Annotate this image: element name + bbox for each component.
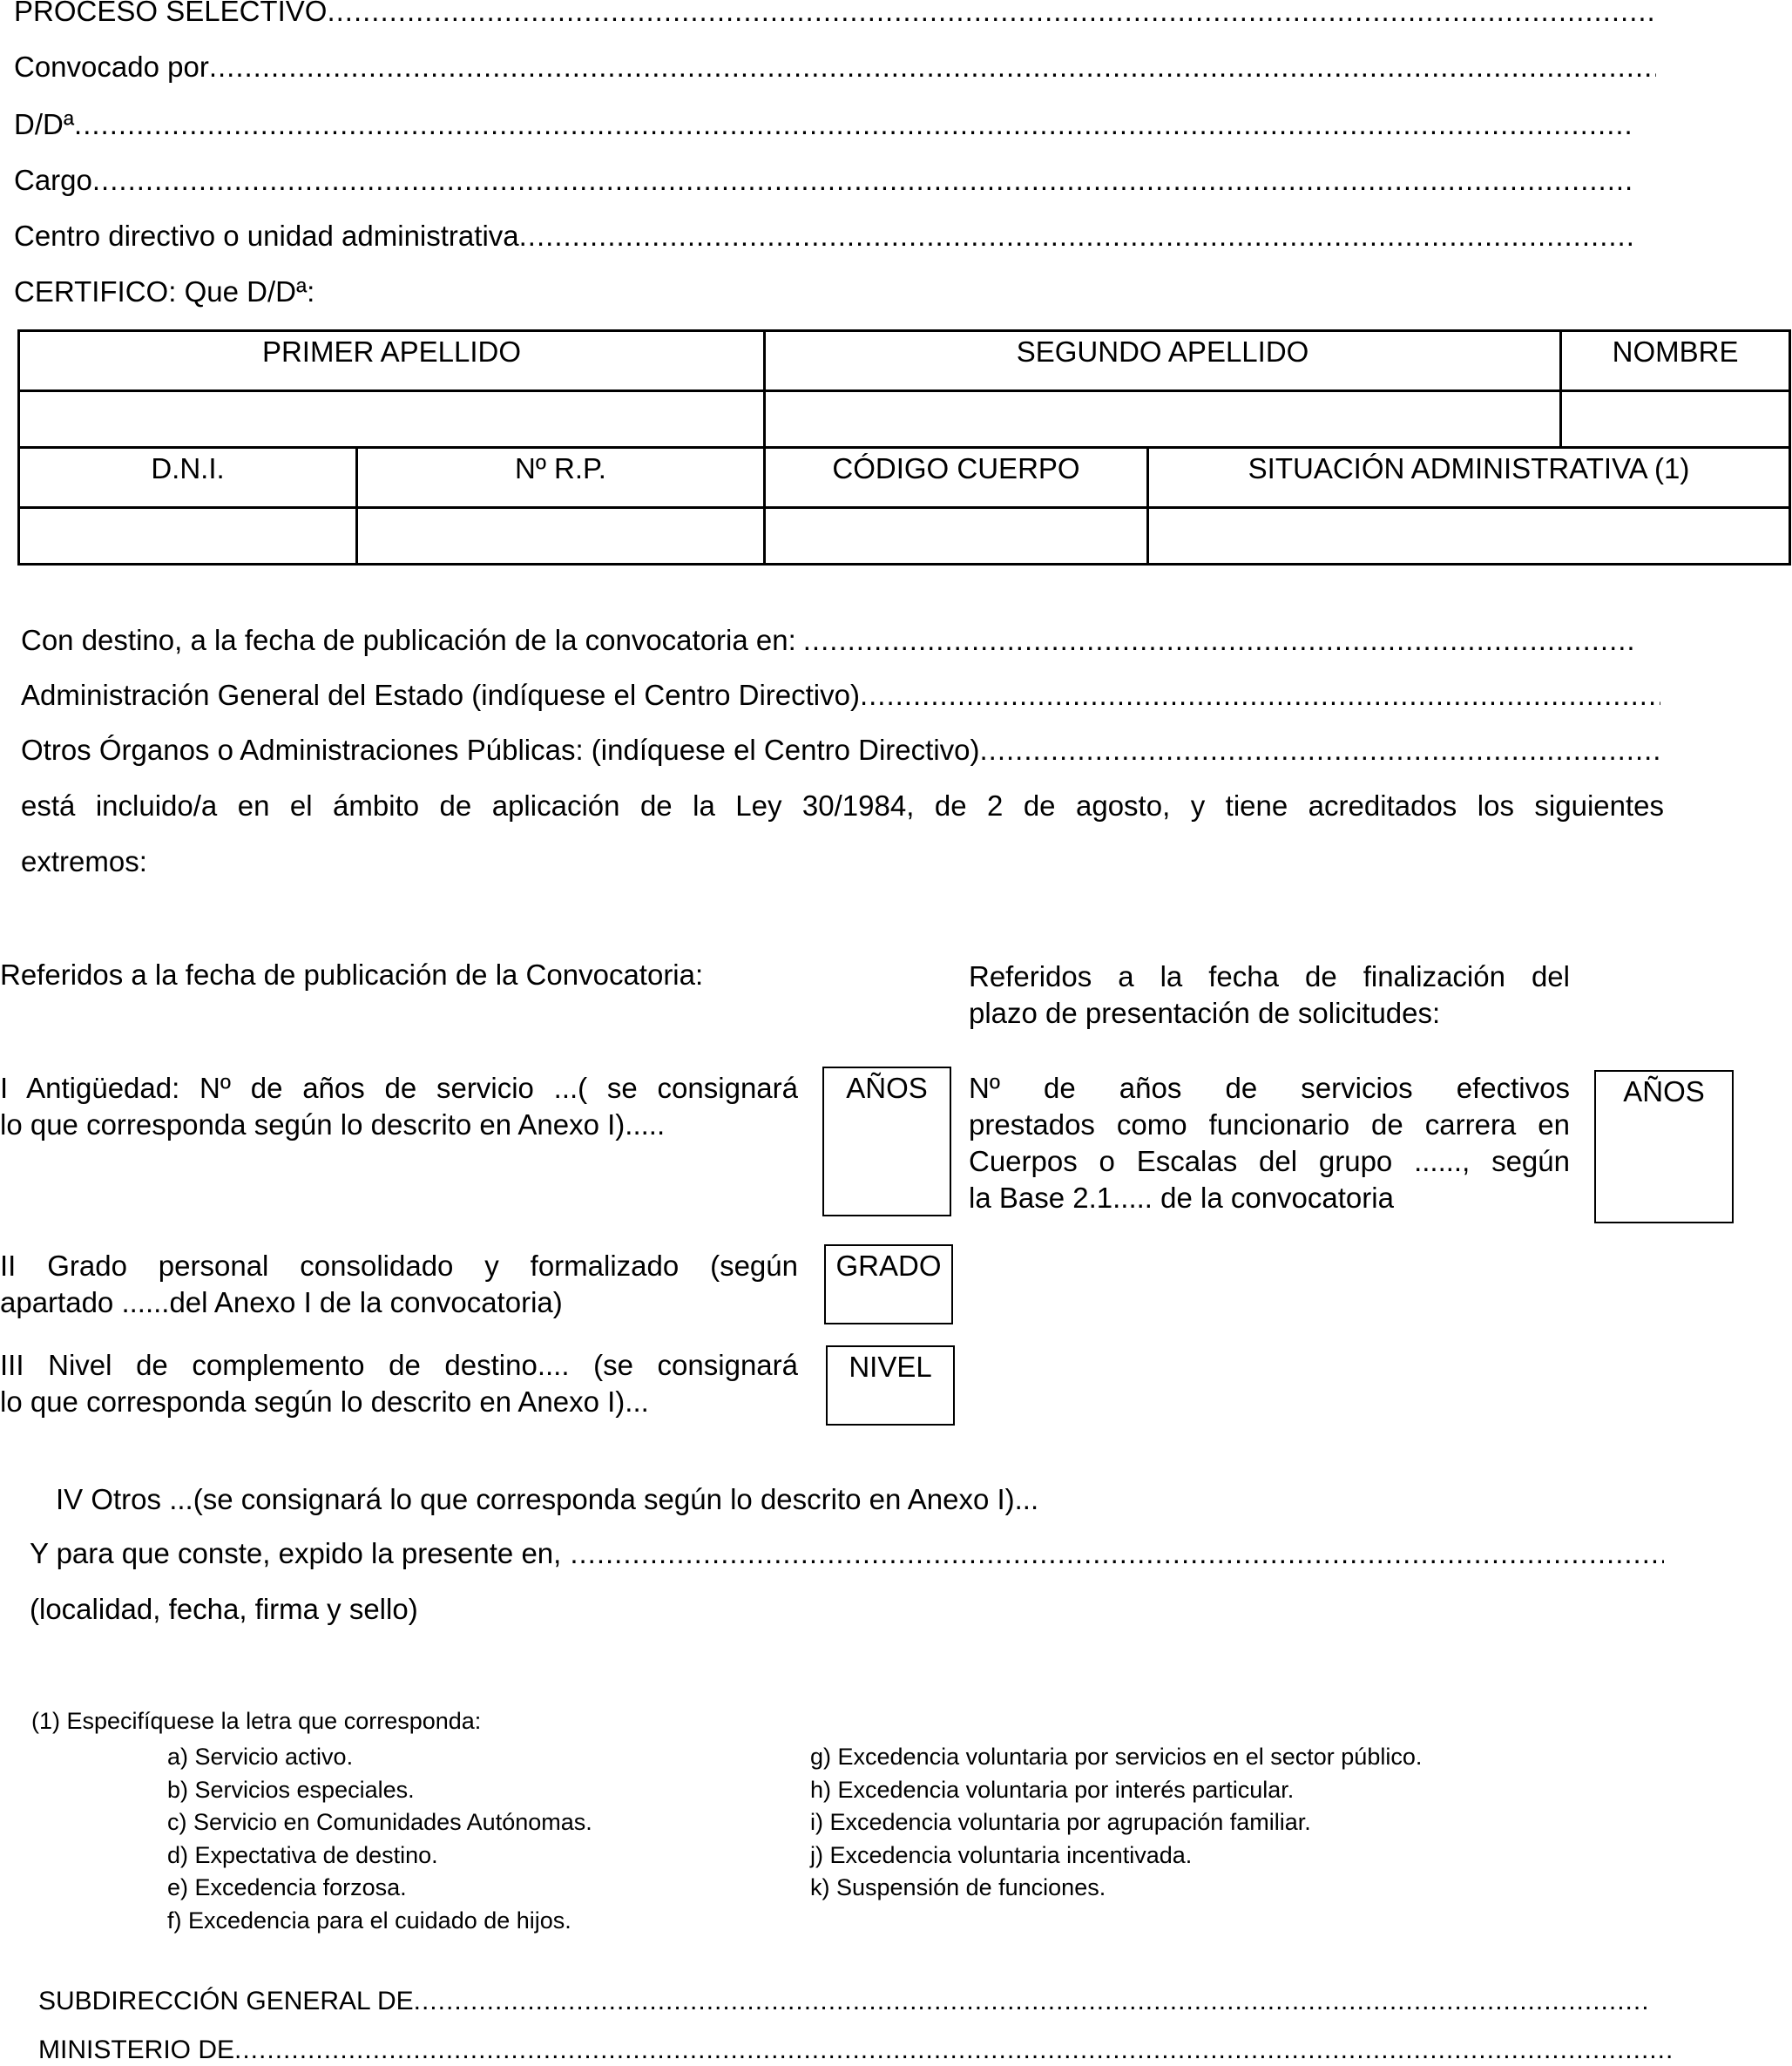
field-otros-organos[interactable] (21, 734, 1660, 767)
item-text: Nº de años de servicios efectivos (969, 1072, 1570, 1104)
fill-line[interactable] (980, 734, 1661, 767)
header-segundo-apellido: SEGUNDO APELLIDO (765, 331, 1561, 391)
box-grado[interactable] (824, 1244, 953, 1324)
input-nombre[interactable] (1561, 391, 1790, 448)
statement-line-1: está incluido/a en el ámbito de aplicación de la Ley 30/1984, de 2 de agosto, y tiene acreditados los siguientes (21, 789, 1664, 822)
input-situacion-administrativa[interactable] (1148, 508, 1790, 565)
field-expido-en[interactable] (30, 1537, 1664, 1570)
footnote-title: (1) Especifíquese la letra que corresponda: (31, 1708, 482, 1734)
footnote-item: h) Excedencia voluntaria por interés particular. (810, 1776, 1295, 1803)
box-label: GRADO (835, 1250, 942, 1282)
field-age[interactable] (21, 679, 1660, 712)
item-grado (0, 1248, 798, 1321)
firma-note: (localidad, fecha, firma y sello) (30, 1593, 418, 1625)
header-primer-apellido: PRIMER APELLIDO (19, 331, 765, 391)
footnote-item: i) Excedencia voluntaria por agrupación familiar. (810, 1809, 1311, 1835)
item-nivel (0, 1347, 798, 1420)
header-nombre: NOMBRE (1561, 331, 1790, 391)
footnote-item: b) Servicios especiales. (167, 1776, 415, 1803)
item-text: I Antigüedad: Nº de años de servicio ...( se consignará (0, 1072, 798, 1104)
item-text: apartado ......del Anexo I de la convocatoria) (0, 1286, 563, 1318)
input-primer-apellido[interactable] (19, 391, 765, 448)
item-antiguedad (0, 1070, 798, 1143)
right-column-heading (969, 958, 1570, 1032)
fill-line[interactable] (327, 0, 1656, 28)
item-text: prestados como funcionario de carrera en (969, 1108, 1570, 1141)
item-anos-efectivos (969, 1070, 1570, 1216)
header-codigo-cuerpo: CÓDIGO CUERPO (765, 448, 1148, 508)
footnote-right-list (810, 1741, 1422, 1905)
table-header-row (19, 331, 1790, 391)
footnote-item: j) Excedencia voluntaria incentivada. (810, 1841, 1193, 1868)
fill-line[interactable] (209, 51, 1656, 84)
fill-line[interactable] (414, 1987, 1650, 2016)
fill-line[interactable] (519, 220, 1633, 253)
table-header-row (19, 448, 1790, 508)
box-anos-finalizacion[interactable] (1594, 1070, 1734, 1223)
footnote-item: e) Excedencia forzosa. (167, 1874, 407, 1900)
field-label: D/Dª (14, 108, 75, 140)
field-label: Otros Órganos o Administraciones Públicas: (indíquese el Centro Directivo) (21, 734, 980, 766)
box-label: AÑOS (1623, 1075, 1705, 1108)
table-value-row (19, 508, 1790, 565)
field-dda[interactable] (14, 108, 1630, 141)
otros-line: IV Otros ...(se consignará lo que corresponda según lo descrito en Anexo I)... (56, 1483, 1039, 1515)
header-nrp: Nº R.P. (357, 448, 765, 508)
heading-text: plazo de presentación de solicitudes: (969, 997, 1441, 1029)
footnote-item: a) Servicio activo. (167, 1744, 354, 1770)
fill-line[interactable] (803, 624, 1634, 657)
input-nrp[interactable] (357, 508, 765, 565)
header-situacion-administrativa: SITUACIÓN ADMINISTRATIVA (1) (1148, 448, 1790, 508)
field-label: MINISTERIO DE (38, 2036, 235, 2064)
item-text: Cuerpos o Escalas del grupo ......, según (969, 1145, 1570, 1177)
field-label: Centro directivo o unidad administrativa (14, 220, 519, 252)
field-label: PROCESO SELECTIVO (14, 0, 328, 27)
field-label: Administración General del Estado (indíquese el Centro Directivo) (21, 679, 860, 711)
field-label: Convocado por (14, 51, 209, 83)
field-centro-directivo[interactable] (14, 220, 1633, 253)
footnote-item: g) Excedencia voluntaria por servicios en el sector público. (810, 1744, 1423, 1770)
input-segundo-apellido[interactable] (765, 391, 1561, 448)
field-ministerio[interactable] (38, 2036, 1676, 2065)
box-nivel[interactable] (826, 1345, 955, 1426)
box-label: AÑOS (846, 1072, 928, 1104)
admin-data-table (17, 446, 1791, 566)
field-label: Con destino, a la fecha de publicación de la convocatoria en: (21, 624, 796, 656)
field-proceso-selectivo[interactable] (14, 0, 1656, 28)
field-con-destino[interactable] (21, 624, 1634, 657)
left-column-heading: Referidos a la fecha de publicación de la Convocatoria: (0, 958, 704, 991)
statement-line-2: extremos: (21, 845, 147, 877)
fill-line[interactable] (74, 108, 1630, 141)
footnote-item: k) Suspensión de funciones. (810, 1874, 1106, 1900)
fill-line[interactable] (92, 164, 1633, 197)
footnote-item: f) Excedencia para el cuidado de hijos. (167, 1907, 571, 1934)
field-subdireccion-general[interactable] (38, 1987, 1650, 2016)
item-text: la Base 2.1..... de la convocatoria (969, 1182, 1394, 1214)
footnote-left-list (167, 1741, 592, 1937)
box-label: NIVEL (849, 1351, 932, 1383)
footnote-item: c) Servicio en Comunidades Autónomas. (167, 1809, 592, 1835)
item-text: II Grado personal consolidado y formalizado (según (0, 1250, 798, 1282)
field-label: Y para que conste, expido la presente en, (30, 1537, 562, 1569)
item-text: III Nivel de complemento de destino.... (se consignará (0, 1349, 798, 1381)
header-dni: D.N.I. (19, 448, 357, 508)
personal-data-table (17, 329, 1791, 449)
fill-line[interactable] (234, 2036, 1676, 2065)
field-label: SUBDIRECCIÓN GENERAL DE (38, 1987, 414, 2015)
field-convocado-por[interactable] (14, 51, 1656, 84)
input-codigo-cuerpo[interactable] (765, 508, 1148, 565)
table-value-row (19, 391, 1790, 448)
fill-line[interactable] (860, 679, 1660, 712)
item-text: lo que corresponda según lo descrito en Anexo I)..... (0, 1108, 666, 1141)
box-anos-publicacion[interactable] (822, 1067, 951, 1216)
field-label: Cargo (14, 164, 92, 196)
heading-text: Referidos a la fecha de finalización del (969, 960, 1570, 992)
footnote-item: d) Expectativa de destino. (167, 1841, 438, 1868)
item-text: lo que corresponda según lo descrito en Anexo I)... (0, 1385, 649, 1418)
fill-line[interactable] (570, 1537, 1664, 1570)
input-dni[interactable] (19, 508, 357, 565)
certifico-label: CERTIFICO: Que D/Dª: (14, 275, 315, 308)
field-cargo[interactable] (14, 164, 1633, 197)
